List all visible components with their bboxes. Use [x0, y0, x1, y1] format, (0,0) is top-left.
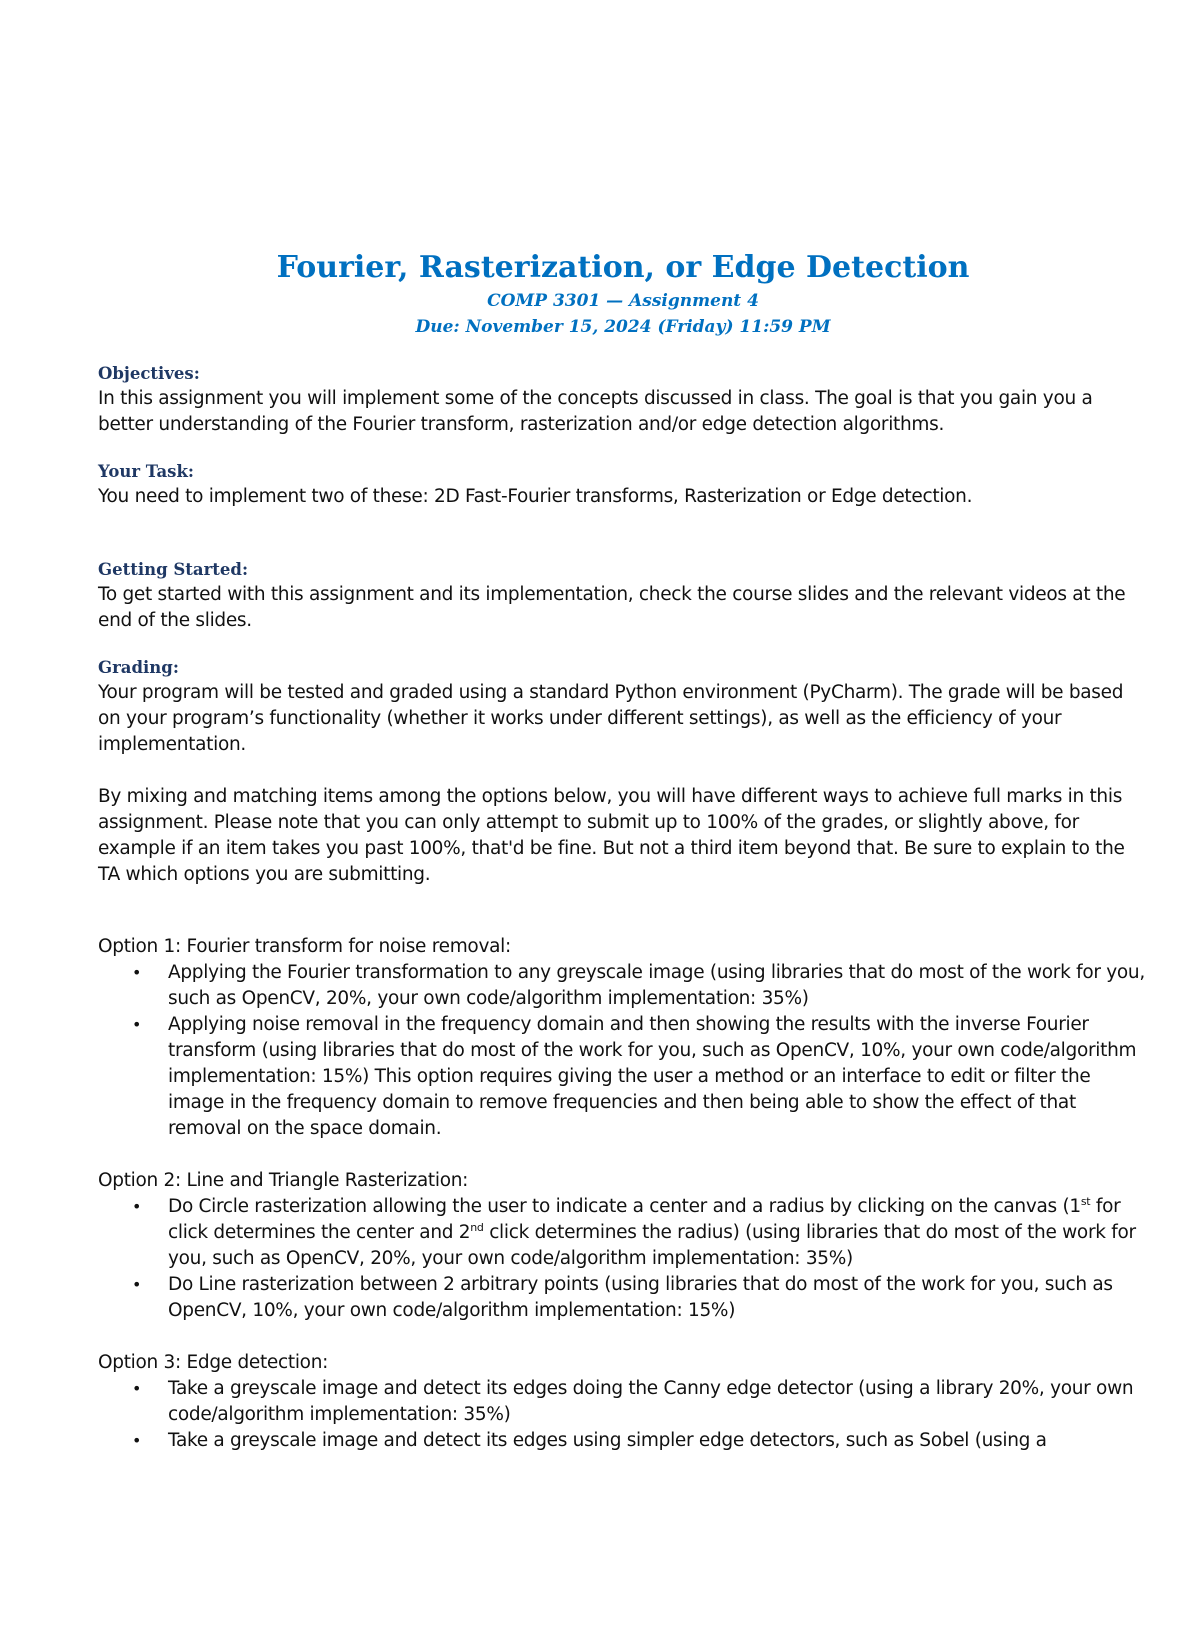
bullet-icon: •	[132, 1275, 142, 1294]
bullet-icon: •	[132, 1379, 142, 1398]
getting-started-heading: Getting Started:	[98, 560, 249, 579]
grading-text-2: By mixing and matching items among the options below, you will have different ways to achieve full marks in this assignment. Please note that you can only attempt to submit up to 100% of the grades, or slightly above, for example if an item takes you past 100%, that'd be fine. But not a third item beyond that. Be sure to explain to the TA which options you are submitting.	[98, 786, 1125, 885]
option-1-list	[98, 960, 1148, 1142]
getting-started-text: To get started with this assignment and its implementation, check the course slides and the relevant videos at the end of the slides.	[98, 584, 1126, 631]
objectives-heading: Objectives:	[98, 364, 200, 383]
bullet-icon: •	[132, 1197, 142, 1216]
document-content	[98, 250, 1148, 1454]
bullet-icon: •	[132, 1015, 142, 1034]
grading-heading: Grading:	[98, 658, 179, 677]
list-item: • Applying the Fourier transformation to any greyscale image (using libraries that do most of the work for you, such as OpenCV, 20%, your own code/algorithm implementation: 35%)	[132, 962, 1145, 1009]
list-item: • Take a greyscale image and detect its edges doing the Canny edge detector (using a library 20%, your own code/algorithm implementation: 35%)	[132, 1378, 1134, 1425]
grading-text-1: Your program will be tested and graded using a standard Python environment (PyCharm). The grade will be based on your program’s functionality (whether it works under different settings), as well as the efficiency of your implementation.	[98, 682, 1124, 755]
list-item: • Applying noise removal in the frequency domain and then showing the results with the inverse Fourier transform (using libraries that do most of the work for you, such as OpenCV, 10%, your own code/algorithm implementation: 15%) This option requires giving the user a method or an interface to edit or filter the image in the frequency domain to remove frequencies and then being able to show the effect of that removal on the space domain.	[132, 1014, 1137, 1139]
option-3-title: Option 3: Edge detection:	[98, 1352, 329, 1373]
document-title: Fourier, Rasterization, or Edge Detection	[276, 250, 970, 285]
list-item: • Take a greyscale image and detect its edges using simpler edge detectors, such as Sobel (using a	[98, 1428, 1148, 1454]
due-date-line: Due: November 15, 2024 (Friday) 11:59 PM	[415, 317, 831, 337]
task-heading: Your Task:	[98, 462, 194, 481]
list-item: • Do Line rasterization between 2 arbitrary points (using libraries that do most of the work for you, such as OpenCV, 10%, your own code/algorithm implementation: 15%)	[132, 1274, 1113, 1321]
option-2-title: Option 2: Line and Triangle Rasterization:	[98, 1170, 469, 1191]
option-1-title: Option 1: Fourier transform for noise removal:	[98, 936, 511, 957]
task-text: You need to implement two of these: 2D Fast-Fourier transforms, Rasterization or Edge detection.	[98, 486, 973, 507]
objectives-text: In this assignment you will implement some of the concepts discussed in class. The goal is that you gain you a better understanding of the Fourier transform, rasterization and/or edge detection algorithms.	[98, 388, 1093, 435]
bullet-icon: •	[132, 963, 142, 982]
option-3-list	[98, 1376, 1148, 1454]
course-assignment-line: COMP 3301 — Assignment 4	[487, 291, 759, 311]
list-item: • Do Circle rasterization allowing the user to indicate a center and a radius by clicking on the canvas (1st for click determines the center and 2nd click determines the radius) (using libraries that do most of the work for you, such as OpenCV, 20%, your own code/algorithm implementation: 35%)	[132, 1194, 1136, 1269]
bullet-icon: •	[132, 1431, 142, 1450]
option-2-list	[98, 1194, 1148, 1324]
